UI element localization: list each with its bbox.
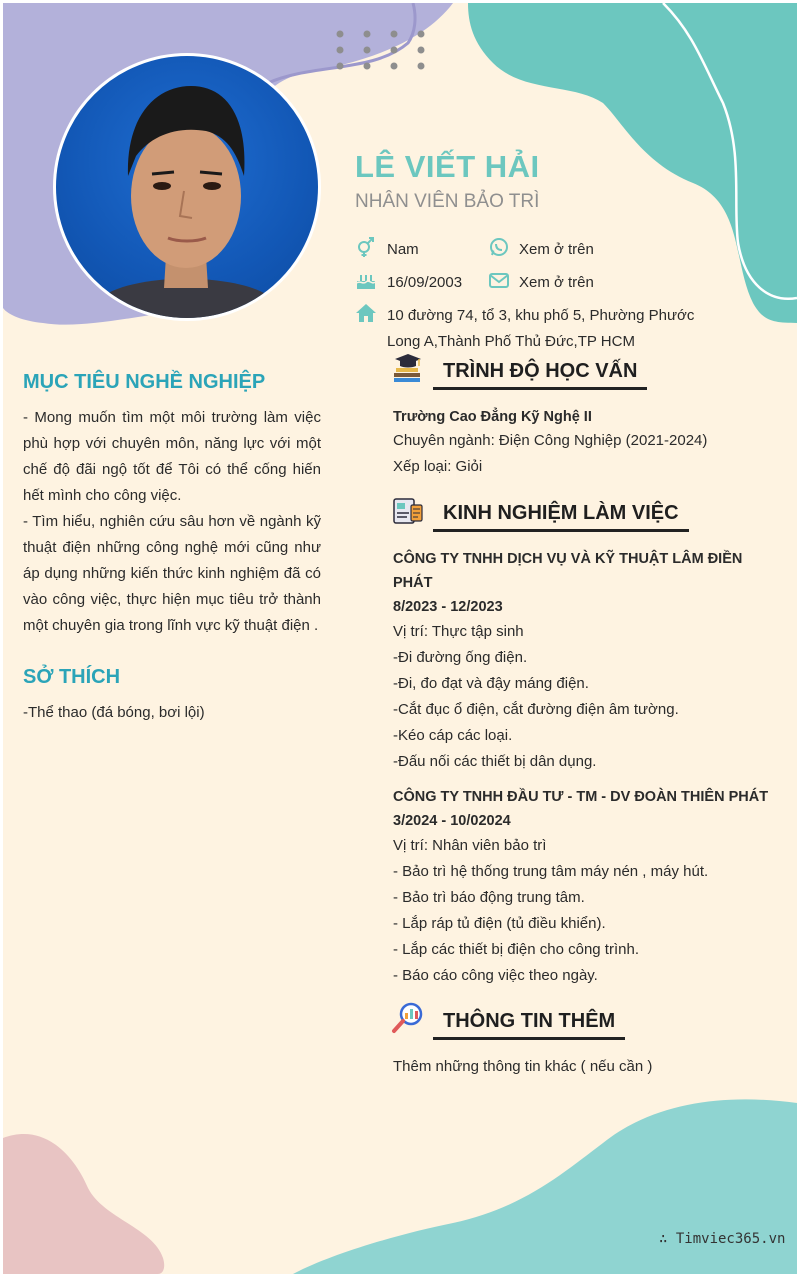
education-major: Chuyên ngành: Điện Công Nghiệp (2021-2024) xyxy=(393,432,708,449)
job-1-task: -Cắt đục ổ điện, cắt đường điện âm tường. xyxy=(393,701,679,718)
candidate-title: NHÂN VIÊN BẢO TRÌ xyxy=(355,191,540,212)
hobbies-text: -Thể thao (đá bóng, bơi lội) xyxy=(23,704,205,721)
job-1-task: -Kéo cáp các loại. xyxy=(393,727,513,744)
extra-heading: THÔNG TIN THÊM xyxy=(433,1010,625,1040)
job-2-task: - Bảo trì báo động trung tâm. xyxy=(393,889,585,906)
candidate-name: LÊ VIẾT HẢI xyxy=(355,149,540,184)
phone-value: Xem ở trên xyxy=(519,241,594,258)
objective-paragraph-1: - Mong muốn tìm một môi trường làm việc phù hợp với chuyên môn, năng lực với một chế độ đãi ngộ tốt để Tôi có thể cống hiến hết mình cho công việc. xyxy=(23,409,321,504)
job-1-task: -Đi, đo đạt và đậy máng điện. xyxy=(393,675,589,692)
job-2-task: - Bảo trì hệ thống trung tâm máy nén , máy hút. xyxy=(393,863,709,880)
home-icon xyxy=(355,302,377,324)
job-2-task: - Báo cáo công việc theo ngày. xyxy=(393,967,598,984)
experience-heading: KINH NGHIỆM LÀM VIỆC xyxy=(433,502,689,532)
education-school: Trường Cao Đẳng Kỹ Nghệ II xyxy=(393,409,592,425)
whatsapp-icon xyxy=(488,236,510,258)
cv-page xyxy=(3,3,797,1274)
job-1-period: 8/2023 - 12/2023 xyxy=(393,599,503,615)
objective-heading: MỤC TIÊU NGHỀ NGHIỆP xyxy=(23,371,266,393)
objective-paragraph-2: - Tìm hiểu, nghiên cứu sâu hơn về ngành kỹ thuật điện những công nghệ mới cũng như áp dụng những kiến thức kinh nghiệm đã có vào công việc, thực hiện mục tiêu trở thành một chuyên gia trong lĩnh vực kỹ thuật điện . xyxy=(23,513,321,634)
job-1-task: -Đấu nối các thiết bị dân dụng. xyxy=(393,753,597,770)
portrait-illustration xyxy=(56,56,318,318)
job-2-position: Vị trí: Nhân viên bảo trì xyxy=(393,837,547,854)
gender-icon xyxy=(355,236,377,258)
address-line-1: 10 đường 74, tổ 3, khu phố 5, Phường Phước xyxy=(387,307,695,324)
pink-blob xyxy=(3,1134,164,1274)
graduation-icon xyxy=(391,351,425,385)
job-2-task: - Lắp ráp tủ điện (tủ điều khiển). xyxy=(393,915,606,932)
email-value: Xem ở trên xyxy=(519,274,594,291)
search-chart-icon xyxy=(391,1001,425,1035)
dob-value: 16/09/2003 xyxy=(387,274,463,291)
education-heading: TRÌNH ĐỘ HỌC VẤN xyxy=(433,360,647,390)
footer-brand[interactable]: ∴ Timviec365.vn xyxy=(659,1231,786,1247)
decor-dots xyxy=(333,28,433,78)
address-line-2: Long A,Thành Phố Thủ Đức,TP HCM xyxy=(387,333,635,350)
education-grade: Xếp loại: Giỏi xyxy=(393,458,483,475)
teal-blob-bottom xyxy=(293,1099,797,1274)
work-icon xyxy=(391,493,425,527)
job-1-task: -Đi đường ống điện. xyxy=(393,649,528,666)
profile-photo xyxy=(53,53,321,321)
job-2-company: CÔNG TY TNHH ĐẦU TƯ - TM - DV ĐOÀN THIÊN PHÁT xyxy=(393,789,769,805)
extra-text: Thêm những thông tin khác ( nếu cần ) xyxy=(393,1058,653,1075)
mail-icon xyxy=(488,269,510,291)
job-1-position: Vị trí: Thực tập sinh xyxy=(393,623,524,640)
hobbies-heading: SỞ THÍCH xyxy=(23,666,121,688)
gender-value: Nam xyxy=(387,241,419,258)
job-2-task: - Lắp các thiết bị điện cho công trình. xyxy=(393,941,639,958)
cake-icon xyxy=(355,269,377,291)
job-1-company: CÔNG TY TNHH DỊCH VỤ VÀ KỸ THUẬT LÂM ĐIỀN PHÁT xyxy=(393,551,743,591)
job-2-period: 3/2024 - 10/02024 xyxy=(393,813,511,829)
